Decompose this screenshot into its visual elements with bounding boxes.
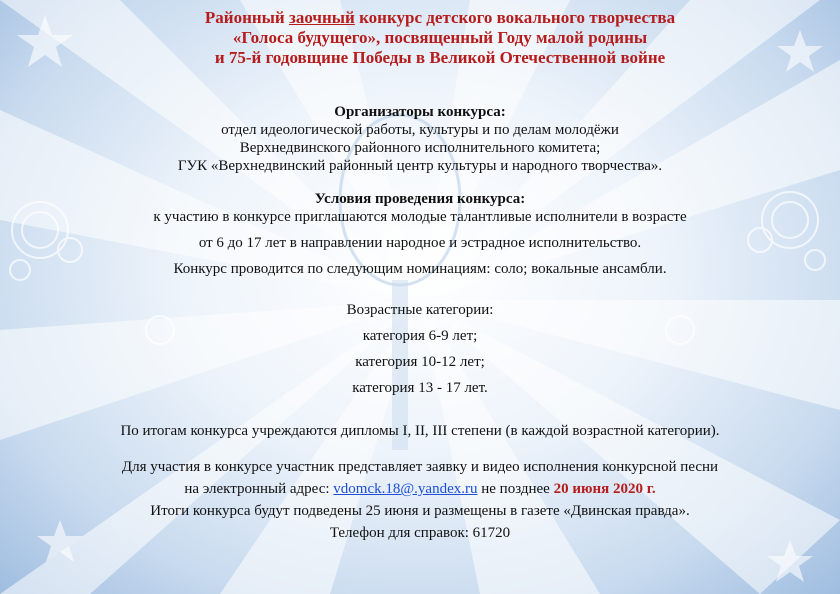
phone-text: Телефон для справок: 61720	[329, 525, 511, 541]
conditions-heading: Условия проведения конкурса:	[314, 191, 526, 207]
title-line-2: «Голоса будущего», посвященный Году малой родины	[232, 28, 648, 47]
results-text: Итоги конкурса будут подведены 25 июня и размещены в газете «Двинская правда».	[150, 503, 690, 519]
age-category-2: категория 10-12 лет;	[355, 354, 485, 370]
title-line-3: и 75-й годовщине Победы в Великой Отечественной войне	[214, 48, 666, 67]
email-link[interactable]: vdomck.18@.yandex.ru	[333, 481, 478, 497]
conditions-line-1: к участию в конкурсе приглашаются молодые талантливые исполнители в возрасте	[153, 209, 687, 225]
title-line-1-start: Районный	[204, 8, 289, 27]
diplomas-text: По итогам конкурса учреждаются дипломы I, II, III степени (в каждой возрастной категории).	[120, 423, 720, 439]
title-line-1	[60, 8, 820, 28]
deadline-label: не позднее	[477, 481, 554, 497]
organizers-line-2: Верхнедвинского районного исполнительного комитета;	[239, 140, 601, 156]
participation-line-1: Для участия в конкурсе участник представляет заявку и видео исполнения конкурсной песни	[121, 459, 719, 475]
deadline-date: 20 июня 2020 г.	[553, 481, 656, 497]
age-category-3: категория 13 - 17 лет.	[352, 380, 488, 396]
organizers-line-3: ГУК «Верхнедвинский районный центр культуры и народного творчества».	[177, 158, 663, 174]
age-category-1: категория 6-9 лет;	[362, 328, 478, 344]
age-categories-heading: Возрастные категории:	[346, 302, 494, 318]
organizers-heading: Организаторы конкурса:	[334, 104, 506, 120]
organizers-line-1: отдел идеологической работы, культуры и по делам молодёжи	[221, 122, 619, 138]
email-label: на электронный адрес:	[184, 481, 334, 497]
conditions-line-2: от 6 до 17 лет в направлении народное и эстрадное исполнительство.	[198, 235, 642, 251]
conditions-line-3: Конкурс проводится по следующим номинациям: соло; вокальные ансамбли.	[173, 261, 667, 277]
title-line-1-end: конкурс детского вокального творчества	[354, 8, 676, 27]
title-underlined-word: заочный	[288, 8, 355, 27]
participation-line-2	[0, 480, 840, 498]
contest-title	[60, 8, 820, 68]
